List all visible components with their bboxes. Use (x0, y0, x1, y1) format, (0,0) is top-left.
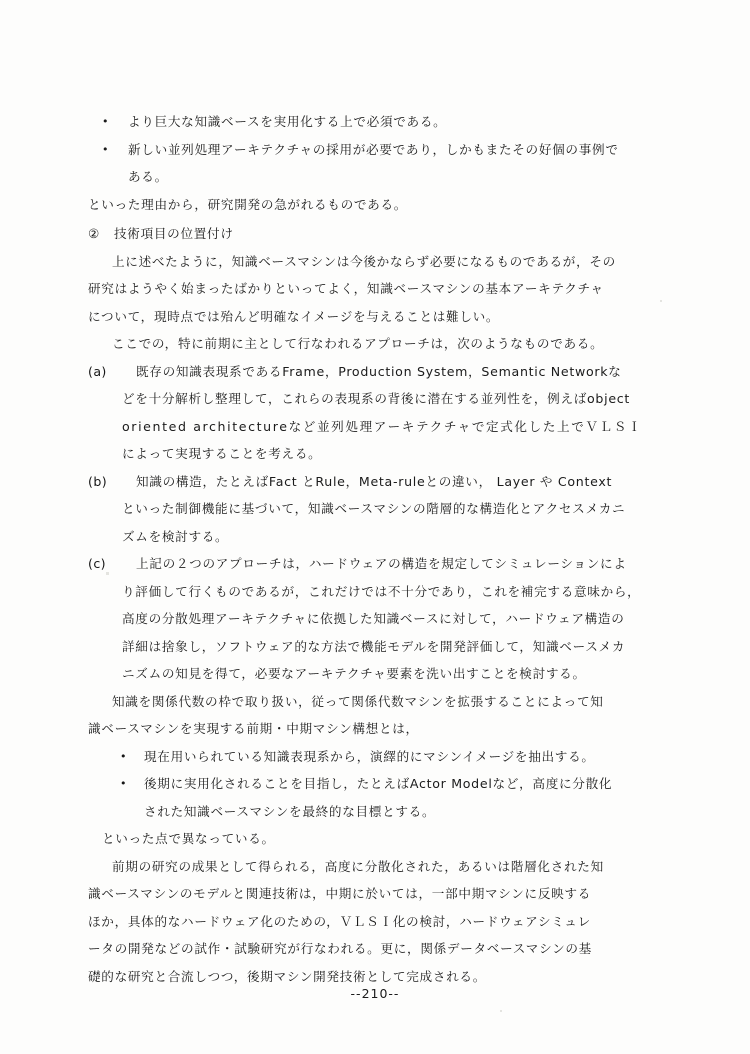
text-line: 識ベースマシンのモデルと関連技術は，中期に於いては，一部中期マシンに反映する (88, 886, 592, 901)
list-item (102, 136, 662, 191)
list-item (120, 770, 662, 825)
text-line: ほか，具体的なハードウェア化のための，ＶＬＳＩ化の検討，ハードウェアシミュレ (88, 913, 591, 929)
text-line: ここでの，特に前期に主として行なわれるアプローチは，次のようなものである。 (112, 336, 604, 351)
text-line: 知識を関係代数の枠で取り扱い，従って関係代数マシンを拡張することによって知 (112, 693, 604, 709)
text-line: について，現時点では殆んど明確なイメージを与えることは難しい。 (88, 308, 500, 324)
text-line: 知識の構造，たとえばFact とRule，Meta-ruleとの違い， Layer や Context (136, 473, 613, 489)
text-line: 上記の２つのアプローチは，ハードウェアの構造を規定してシミュレーションによ (136, 556, 627, 571)
text-line: 高度の分散処理アーキテクチャに依拠した知識ベースに対して，ハードウェア構造の (122, 611, 625, 626)
lead-paragraph: といった理由から，研究開発の急がれるものである。 (88, 196, 408, 212)
paragraph-4 (88, 853, 662, 991)
list-item (88, 550, 662, 688)
list-item (102, 108, 662, 136)
bullet-marker: • (102, 115, 109, 128)
text-line: 上に述べたように，知識ベースマシンは今後かならず必要になるものであるが，その (112, 253, 616, 269)
list-item-text (122, 468, 662, 551)
bullet-marker: • (120, 777, 127, 790)
text-line: ータの開発などの試作・試験研究が行なわれる。更に，関係データベースマシンの基 (88, 941, 592, 956)
sub-bullet-list (88, 743, 662, 826)
text-line: 後期に実用化されることを目指し，たとえばActor Modelなど，高度に分散化 (144, 776, 613, 791)
text-line: 識ベースマシンを実現する前期・中期マシン構想とは， (88, 721, 419, 736)
item-marker: (b) (88, 473, 108, 489)
list-item-text (128, 136, 662, 191)
text-line: 礎的な研究と合流しつつ，後期マシン開発技術として完成される。 (88, 968, 486, 984)
list-item-text (144, 743, 662, 771)
list-item-text (144, 770, 662, 825)
paragraph-1 (88, 248, 662, 331)
text-line: 新しい並列処理アーキテクチャの採用が必要であり，しかもまたその好個の事例で (128, 141, 619, 157)
text-line: 研究はようやく始まったばかりといってよく，知識ベースマシンの基本アーキテクチャ (88, 281, 604, 296)
text-line: 現在用いられている知識表現系から，演繹的にマシンイメージを抽出する。 (144, 748, 595, 764)
text-line: より巨大な知識ベースを実用化する上で必須である。 (128, 114, 447, 129)
bullet-marker: • (102, 142, 109, 156)
text-line: 既存の知識表現系であるFrame，Production System，Semantic Networkな (136, 363, 622, 379)
section-title: 技術項目の位置付け (114, 226, 234, 241)
list-item (88, 358, 662, 468)
lettered-item-list (88, 358, 662, 688)
page-number: --210-- (350, 986, 400, 1001)
text-line: によって実現することを考える。 (122, 446, 322, 461)
section-title-wrap (114, 220, 662, 248)
section-heading (88, 220, 662, 248)
list-item-text (122, 358, 662, 468)
top-bullet-list (88, 108, 662, 191)
text-line: oriented architectureなど並列処理アーキテクチャで定式化した上でＶＬＳＩ (122, 418, 643, 434)
text-line: された知識ベースマシンを最終的な目標とする。 (144, 803, 436, 819)
paragraph-3 (88, 688, 662, 743)
bullet-marker: • (120, 749, 127, 763)
list-item-text (122, 550, 662, 688)
paragraph-2 (88, 330, 662, 358)
text-line: ニズムの知見を得て，必要なアーキテクチャ要素を洗い出すことを検討する。 (122, 666, 586, 681)
closing-line: といった点で異なっている。 (102, 831, 275, 846)
text-line: どを十分解析し整理して，これらの表現系の背後に潜在する並列性を，例えばobject (122, 391, 631, 406)
text-line: といった制御機能に基づいて，知識ベースマシンの階層的な構造化とアクセスメカニ (122, 501, 626, 516)
scan-speck (500, 1010, 502, 1012)
item-marker: (c) (88, 556, 106, 571)
list-item-text (128, 108, 662, 136)
text-line: ズムを検討する。 (122, 528, 229, 544)
item-marker: (a) (88, 363, 107, 379)
section-marker: ② (88, 226, 100, 241)
list-item (88, 468, 662, 551)
text-line: 前期の研究の成果として得られる，高度に分散化された，あるいは階層化された知 (112, 858, 604, 874)
document-body (88, 108, 662, 990)
list-item (120, 743, 662, 771)
text-line: 詳細は捨象し，ソフトウェア的な方法で機能モデルを開発評価して，知識ベースメカ (122, 638, 626, 654)
text-line: り評価して行くものであるが，これだけでは不十分であり，これを補完する意味から， (122, 583, 641, 599)
text-line: ある。 (128, 169, 168, 184)
